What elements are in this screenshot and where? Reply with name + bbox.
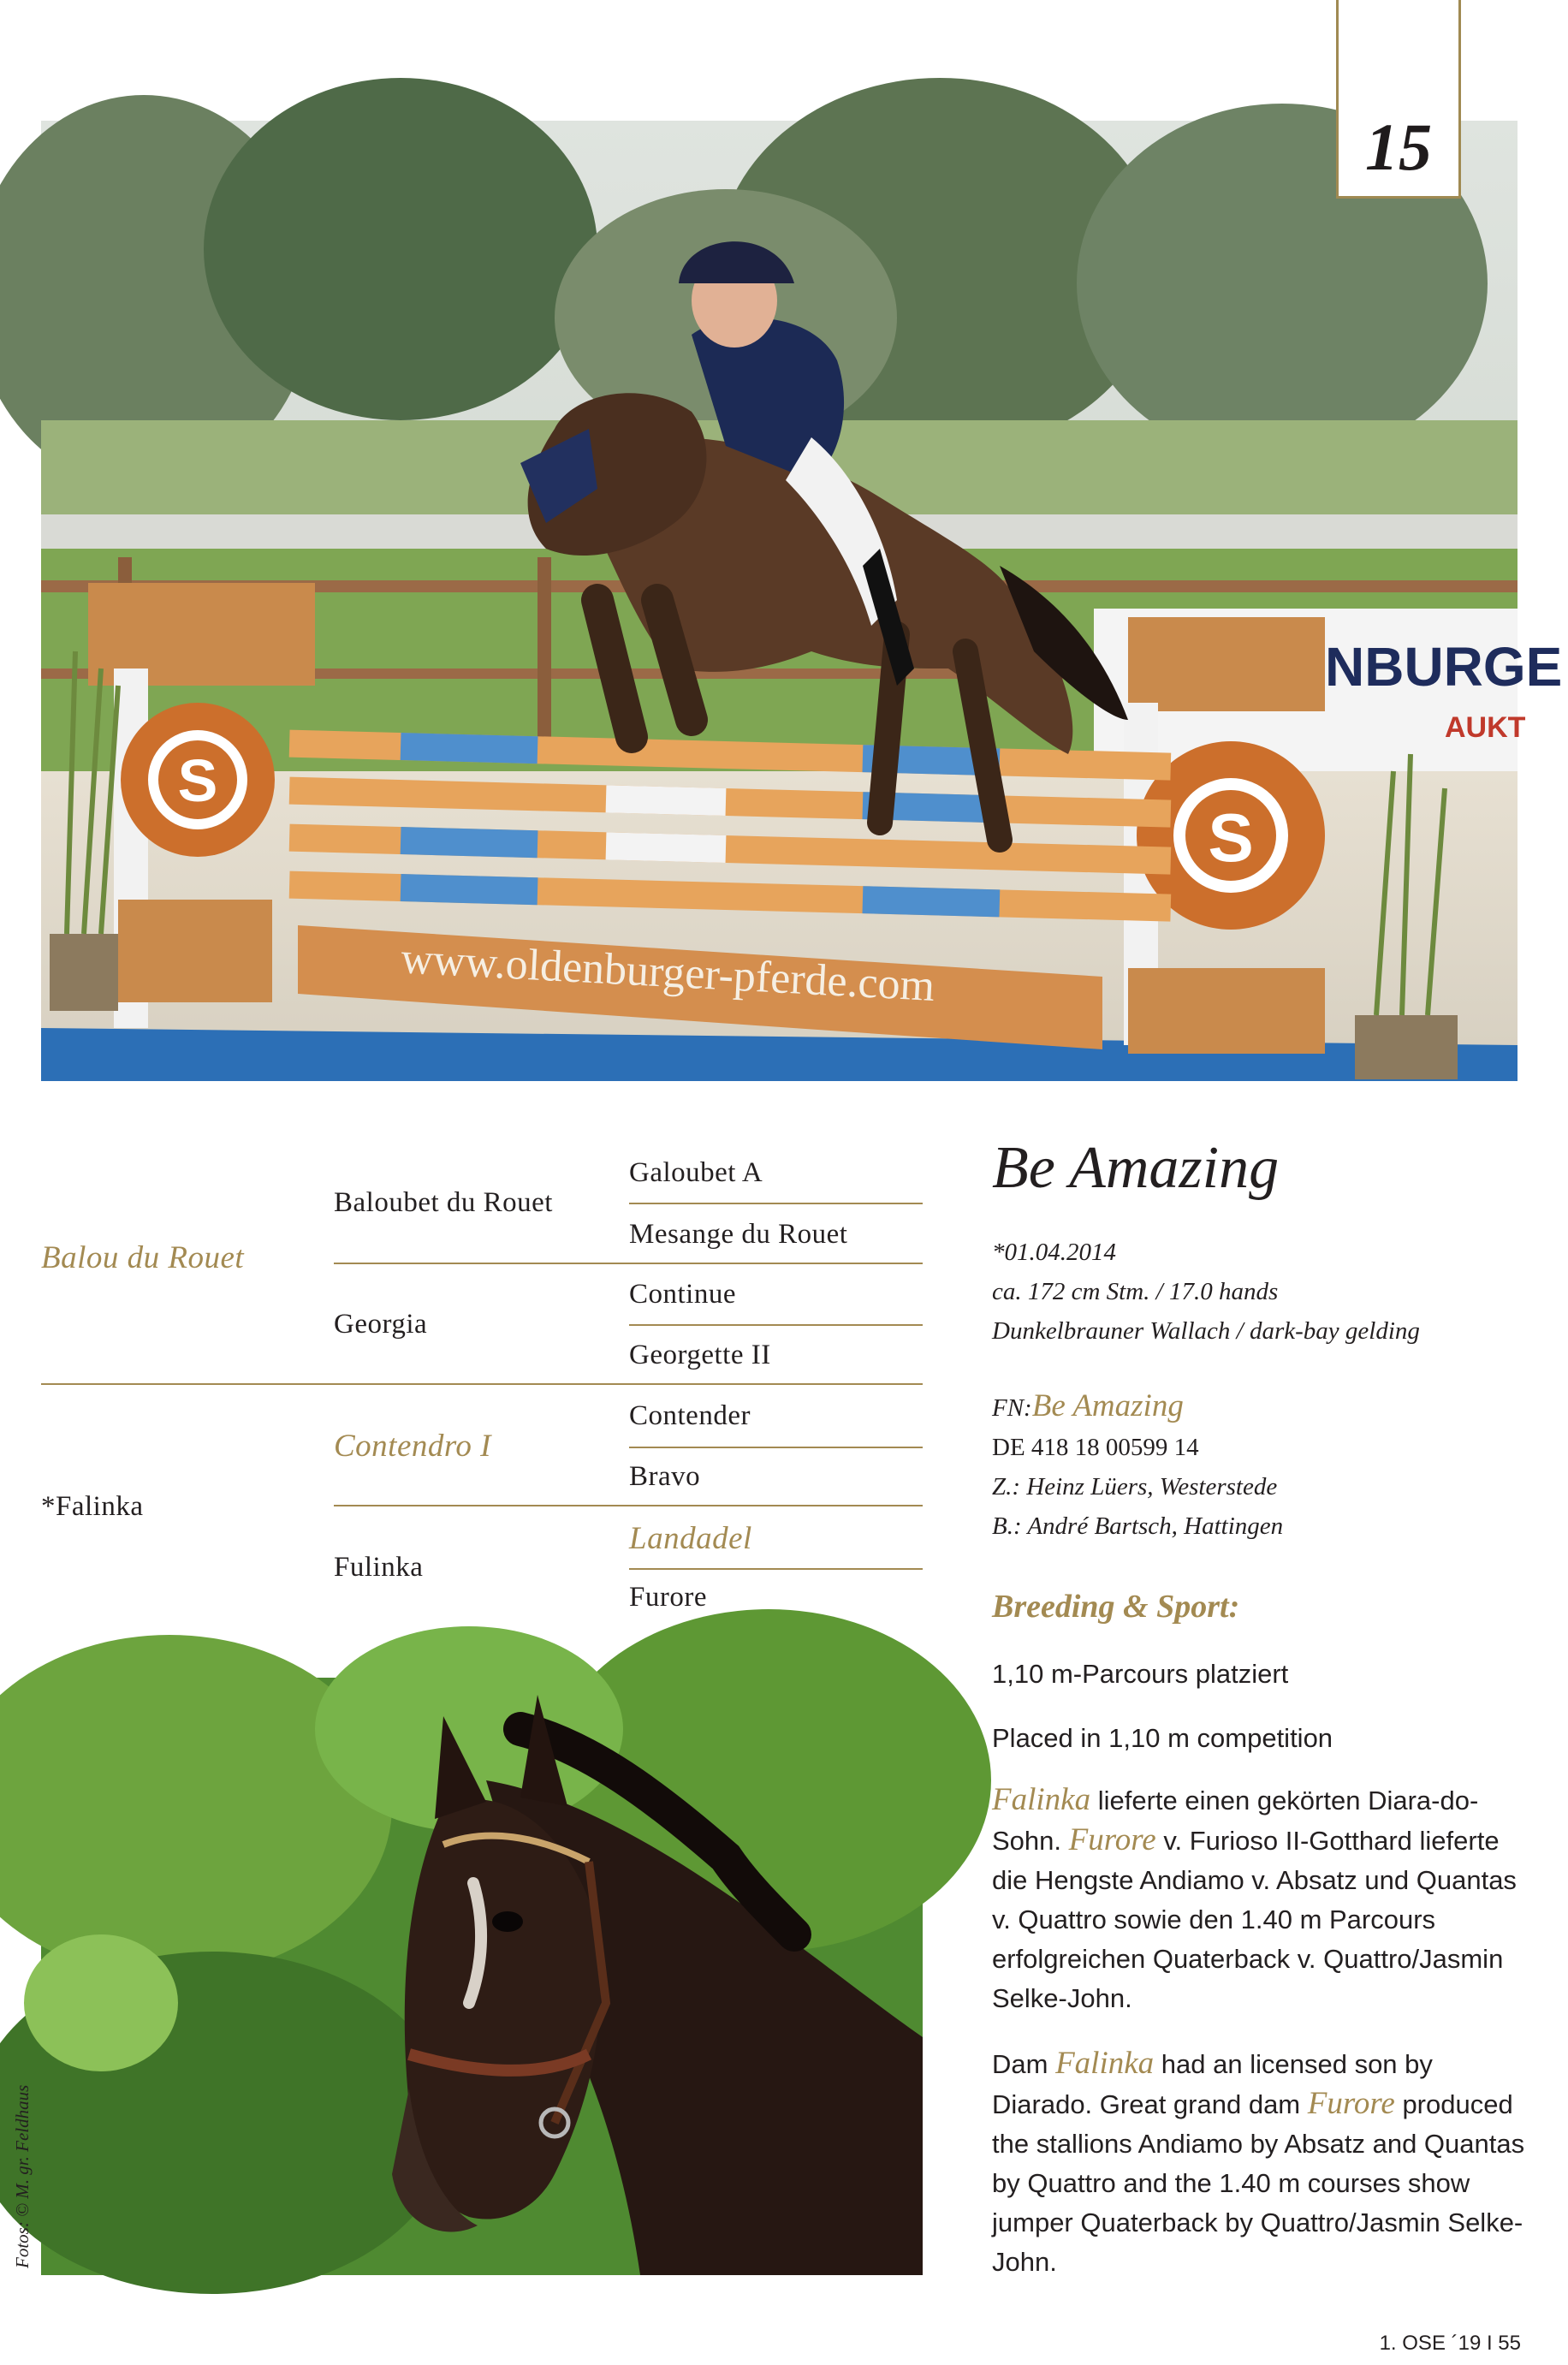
pedigree-sds: Continue [629, 1279, 736, 1310]
lot-number: 15 [1365, 110, 1432, 184]
pedigree-sdd: Georgette II [629, 1340, 771, 1370]
pedigree-ddd: Furore [629, 1582, 707, 1613]
pedigree-divider-main [41, 1383, 923, 1385]
breeding-sport-title: Breeding & Sport: [992, 1589, 1240, 1625]
pedigree-ssd: Mesange du Rouet [629, 1219, 848, 1250]
svg-text:S: S [1208, 799, 1254, 876]
horse-color: Dunkelbrauner Wallach / dark-bay gelding [992, 1317, 1420, 1345]
fn-name: Be Amazing [1031, 1388, 1184, 1423]
sponsor-sign-subtext: AUKT [1445, 711, 1526, 744]
great-dam-name-en: Furore [1307, 2086, 1395, 2121]
fn-prefix: FN: [992, 1394, 1032, 1422]
owner: B.: André Bartsch, Hattingen [992, 1512, 1284, 1540]
pedigree-dds: Landadel [629, 1521, 752, 1556]
ueln: DE 418 18 00599 14 [992, 1434, 1199, 1461]
photo-credit: Fotos: © M. gr. Feldhaus [12, 2084, 33, 2268]
dam-name-de: Falinka [992, 1782, 1091, 1817]
pedigree-dss: Contender [629, 1400, 751, 1431]
birth-date: *01.04.2014 [992, 1239, 1116, 1266]
horse-name: Be Amazing [992, 1135, 1280, 1201]
pedigree-sire: Balou du Rouet [41, 1240, 245, 1275]
jumping-photo [41, 121, 1563, 1081]
lot-number-box [1336, 0, 1461, 199]
pedigree-line-2 [334, 1263, 923, 1264]
registration-block [992, 1387, 1283, 1546]
sport-en: Placed in 1,10 m competition [992, 1723, 1333, 1753]
pedigree-sire-sire: Baloubet du Rouet [334, 1187, 553, 1218]
pedigree-dam: *Falinka [41, 1491, 144, 1522]
pedigree-line-5 [629, 1568, 923, 1570]
text-en-1: had an licensed son by Diarado. Great grand dam [992, 2049, 1433, 2119]
breeder: Z.: Heinz Lüers, Westerstede [992, 1473, 1278, 1500]
sponsor-sign-text: NBURGE [1325, 636, 1563, 698]
pedigree-sss: Galoubet A [629, 1157, 763, 1188]
horse-portrait-photo [41, 1678, 923, 2275]
pedigree-divider-dam [334, 1505, 923, 1506]
page-footer: 1. OSE ´19 I 55 [1379, 2332, 1521, 2355]
text-en-0: Dam [992, 2049, 1056, 2079]
horse-height: ca. 172 cm Stm. / 17.0 hands [992, 1278, 1279, 1305]
pedigree-line-4 [629, 1447, 923, 1448]
fn-line [992, 1387, 1283, 1428]
great-dam-name-de: Furore [1068, 1822, 1156, 1857]
pedigree-sire-dam: Georgia [334, 1309, 428, 1340]
pedigree-line-1 [629, 1203, 923, 1204]
text-de-1: lieferte einen gekörten Diara-do-Sohn. [992, 1786, 1479, 1856]
banner-url: www.oldenburger-pferde.com [400, 934, 936, 1011]
dam-name-en: Falinka [1055, 2046, 1155, 2081]
pedigree-line-3 [629, 1324, 923, 1326]
pedigree-dam-dam: Fulinka [334, 1552, 424, 1583]
pedigree-dam-sire: Contendro I [334, 1429, 491, 1464]
family-text-de [992, 1780, 1527, 2018]
pedigree-dsd: Bravo [629, 1461, 701, 1492]
text-en-2: produced the stallions Andiamo by Absatz and Quantas by Quattro and the 1.40 m courses show jumper Quaterback by Quattro/Jasmin Selke-John. [992, 2089, 1525, 2277]
family-text-en [992, 2044, 1527, 2282]
horse-details [992, 1233, 1420, 1351]
svg-text:S: S [177, 747, 218, 814]
sport-de: 1,10 m-Parcours platziert [992, 1659, 1289, 1689]
text-de-2: v. Furioso II-Gotthard lieferte die Hengste Andiamo v. Absatz und Quantas v. Quattro sowie den 1.40 m Parcours erfolgreichen Quaterback v. Quattro/Jasmin Selke-John. [992, 1826, 1517, 2013]
